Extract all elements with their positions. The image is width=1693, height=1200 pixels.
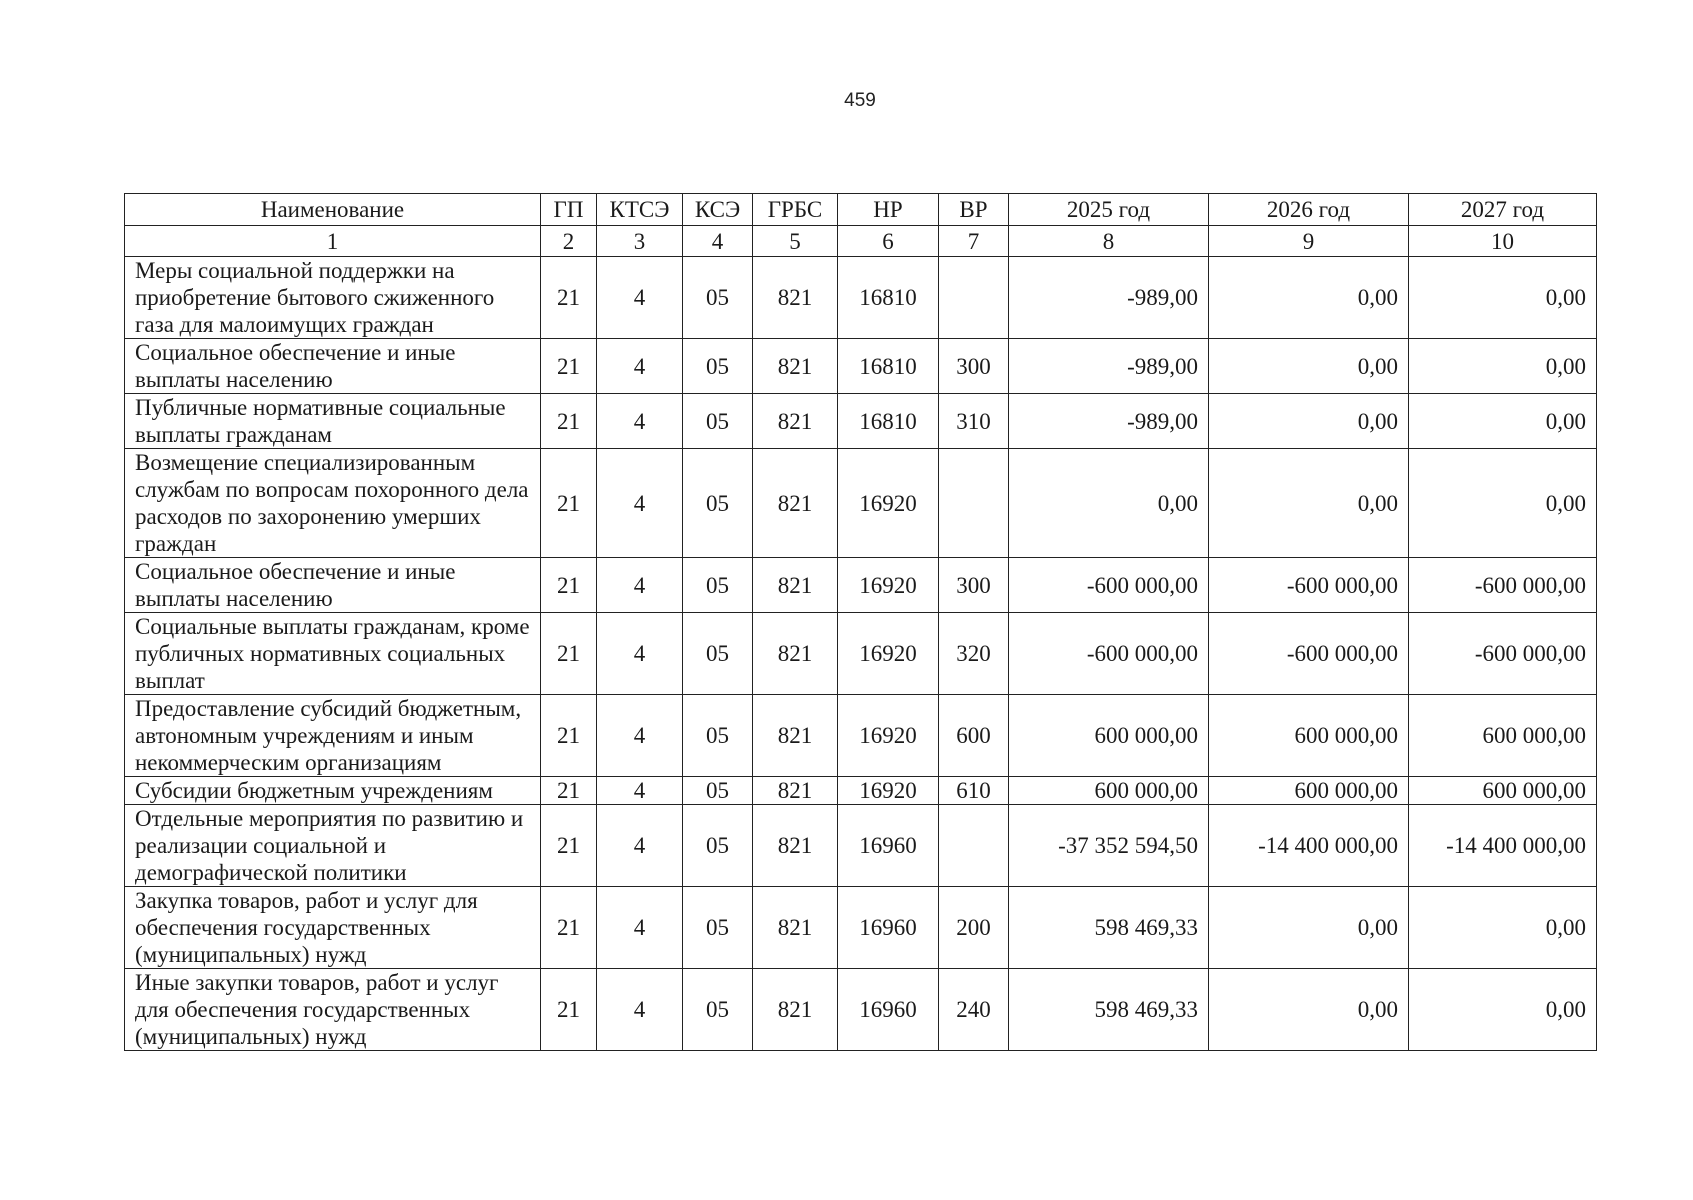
- cell-nr: 16810: [838, 394, 939, 449]
- cell-vr: 300: [939, 339, 1009, 394]
- column-number: 5: [753, 226, 838, 257]
- cell-name: Публичные нормативные социальные выплаты гражданам: [125, 394, 541, 449]
- cell-ktse: 4: [597, 339, 683, 394]
- column-number: 2: [541, 226, 597, 257]
- cell-2025: 600 000,00: [1009, 695, 1209, 777]
- cell-kse: 05: [683, 449, 753, 558]
- cell-2025: 598 469,33: [1009, 969, 1209, 1051]
- cell-grbs: 821: [753, 558, 838, 613]
- cell-ktse: 4: [597, 777, 683, 805]
- cell-name: Социальные выплаты гражданам, кроме публичных нормативных социальных выплат: [125, 613, 541, 695]
- cell-grbs: 821: [753, 969, 838, 1051]
- cell-name: Субсидии бюджетным учреждениям: [125, 777, 541, 805]
- cell-2027: -14 400 000,00: [1409, 805, 1597, 887]
- cell-grbs: 821: [753, 887, 838, 969]
- cell-2025: -989,00: [1009, 394, 1209, 449]
- cell-name: Социальное обеспечение и иные выплаты населению: [125, 339, 541, 394]
- cell-gp: 21: [541, 887, 597, 969]
- cell-kse: 05: [683, 777, 753, 805]
- cell-vr: [939, 257, 1009, 339]
- cell-2026: 600 000,00: [1209, 695, 1409, 777]
- header-2027: 2027 год: [1409, 194, 1597, 226]
- cell-gp: 21: [541, 339, 597, 394]
- cell-ktse: 4: [597, 257, 683, 339]
- header-2025: 2025 год: [1009, 194, 1209, 226]
- cell-nr: 16810: [838, 257, 939, 339]
- header-name: Наименование: [125, 194, 541, 226]
- cell-gp: 21: [541, 394, 597, 449]
- cell-2025: 0,00: [1009, 449, 1209, 558]
- cell-2026: 0,00: [1209, 394, 1409, 449]
- cell-vr: [939, 805, 1009, 887]
- cell-vr: 300: [939, 558, 1009, 613]
- cell-kse: 05: [683, 969, 753, 1051]
- column-number: 7: [939, 226, 1009, 257]
- cell-2026: -600 000,00: [1209, 558, 1409, 613]
- cell-nr: 16920: [838, 613, 939, 695]
- cell-2027: 0,00: [1409, 339, 1597, 394]
- cell-name: Отдельные мероприятия по развитию и реализации социальной и демографической политики: [125, 805, 541, 887]
- cell-2026: 600 000,00: [1209, 777, 1409, 805]
- cell-ktse: 4: [597, 887, 683, 969]
- cell-grbs: 821: [753, 449, 838, 558]
- cell-2026: 0,00: [1209, 257, 1409, 339]
- cell-nr: 16810: [838, 339, 939, 394]
- cell-gp: 21: [541, 777, 597, 805]
- cell-2026: -14 400 000,00: [1209, 805, 1409, 887]
- cell-gp: 21: [541, 558, 597, 613]
- cell-grbs: 821: [753, 339, 838, 394]
- cell-vr: 320: [939, 613, 1009, 695]
- cell-nr: 16920: [838, 558, 939, 613]
- column-number: 6: [838, 226, 939, 257]
- cell-grbs: 821: [753, 257, 838, 339]
- cell-2027: 0,00: [1409, 887, 1597, 969]
- cell-name: Возмещение специализированным службам по вопросам похоронного дела расходов по захоронению умерших граждан: [125, 449, 541, 558]
- cell-2025: 598 469,33: [1009, 887, 1209, 969]
- header-gp: ГП: [541, 194, 597, 226]
- cell-ktse: 4: [597, 805, 683, 887]
- header-row: [125, 194, 1597, 226]
- cell-2026: -600 000,00: [1209, 613, 1409, 695]
- cell-2025: -989,00: [1009, 257, 1209, 339]
- cell-ktse: 4: [597, 969, 683, 1051]
- cell-2025: 600 000,00: [1009, 777, 1209, 805]
- cell-vr: [939, 449, 1009, 558]
- header-nr: НР: [838, 194, 939, 226]
- cell-2026: 0,00: [1209, 887, 1409, 969]
- cell-kse: 05: [683, 394, 753, 449]
- cell-name: Закупка товаров, работ и услуг для обеспечения государственных (муниципальных) нужд: [125, 887, 541, 969]
- cell-2027: -600 000,00: [1409, 613, 1597, 695]
- cell-gp: 21: [541, 805, 597, 887]
- cell-gp: 21: [541, 969, 597, 1051]
- column-number: 9: [1209, 226, 1409, 257]
- table-row: [125, 449, 1597, 558]
- table-row: [125, 339, 1597, 394]
- column-number: 10: [1409, 226, 1597, 257]
- cell-2027: 600 000,00: [1409, 777, 1597, 805]
- cell-2025: -600 000,00: [1009, 613, 1209, 695]
- cell-kse: 05: [683, 558, 753, 613]
- cell-vr: 310: [939, 394, 1009, 449]
- table-row: [125, 805, 1597, 887]
- cell-2026: 0,00: [1209, 449, 1409, 558]
- cell-2027: 0,00: [1409, 969, 1597, 1051]
- cell-2027: 600 000,00: [1409, 695, 1597, 777]
- cell-2025: -37 352 594,50: [1009, 805, 1209, 887]
- cell-kse: 05: [683, 257, 753, 339]
- cell-kse: 05: [683, 695, 753, 777]
- table-row: [125, 969, 1597, 1051]
- cell-2027: -600 000,00: [1409, 558, 1597, 613]
- cell-vr: 600: [939, 695, 1009, 777]
- cell-kse: 05: [683, 339, 753, 394]
- header-ktse: КТСЭ: [597, 194, 683, 226]
- cell-name: Предоставление субсидий бюджетным, автономным учреждениям и иным некоммерческим организациям: [125, 695, 541, 777]
- budget-table: [124, 193, 1597, 1051]
- cell-ktse: 4: [597, 394, 683, 449]
- table-row: [125, 887, 1597, 969]
- cell-2026: 0,00: [1209, 339, 1409, 394]
- cell-vr: 610: [939, 777, 1009, 805]
- header-vr: ВР: [939, 194, 1009, 226]
- cell-2025: -989,00: [1009, 339, 1209, 394]
- cell-grbs: 821: [753, 777, 838, 805]
- cell-name: Меры социальной поддержки на приобретение бытового сжиженного газа для малоимущих граждан: [125, 257, 541, 339]
- header-grbs: ГРБС: [753, 194, 838, 226]
- column-number: 4: [683, 226, 753, 257]
- cell-grbs: 821: [753, 394, 838, 449]
- table-row: [125, 558, 1597, 613]
- cell-nr: 16920: [838, 777, 939, 805]
- cell-ktse: 4: [597, 695, 683, 777]
- cell-gp: 21: [541, 449, 597, 558]
- cell-ktse: 4: [597, 558, 683, 613]
- cell-nr: 16960: [838, 805, 939, 887]
- cell-grbs: 821: [753, 805, 838, 887]
- cell-nr: 16920: [838, 449, 939, 558]
- table-row: [125, 613, 1597, 695]
- table-row: [125, 695, 1597, 777]
- cell-2025: -600 000,00: [1009, 558, 1209, 613]
- cell-2026: 0,00: [1209, 969, 1409, 1051]
- cell-nr: 16960: [838, 969, 939, 1051]
- cell-2027: 0,00: [1409, 257, 1597, 339]
- cell-nr: 16960: [838, 887, 939, 969]
- column-number: 3: [597, 226, 683, 257]
- cell-ktse: 4: [597, 613, 683, 695]
- cell-grbs: 821: [753, 695, 838, 777]
- table-row: [125, 777, 1597, 805]
- header-2026: 2026 год: [1209, 194, 1409, 226]
- cell-gp: 21: [541, 695, 597, 777]
- cell-grbs: 821: [753, 613, 838, 695]
- header-kse: КСЭ: [683, 194, 753, 226]
- cell-2027: 0,00: [1409, 449, 1597, 558]
- cell-name: Иные закупки товаров, работ и услуг для обеспечения государственных (муниципальных) нужд: [125, 969, 541, 1051]
- table-row: [125, 257, 1597, 339]
- cell-ktse: 4: [597, 449, 683, 558]
- cell-gp: 21: [541, 257, 597, 339]
- cell-nr: 16920: [838, 695, 939, 777]
- cell-vr: 200: [939, 887, 1009, 969]
- cell-kse: 05: [683, 613, 753, 695]
- cell-gp: 21: [541, 613, 597, 695]
- column-number: 8: [1009, 226, 1209, 257]
- page-number: 459: [844, 90, 876, 111]
- cell-name: Социальное обеспечение и иные выплаты населению: [125, 558, 541, 613]
- column-number: 1: [125, 226, 541, 257]
- column-number-row: [125, 226, 1597, 257]
- table-row: [125, 394, 1597, 449]
- cell-vr: 240: [939, 969, 1009, 1051]
- cell-2027: 0,00: [1409, 394, 1597, 449]
- cell-kse: 05: [683, 887, 753, 969]
- cell-kse: 05: [683, 805, 753, 887]
